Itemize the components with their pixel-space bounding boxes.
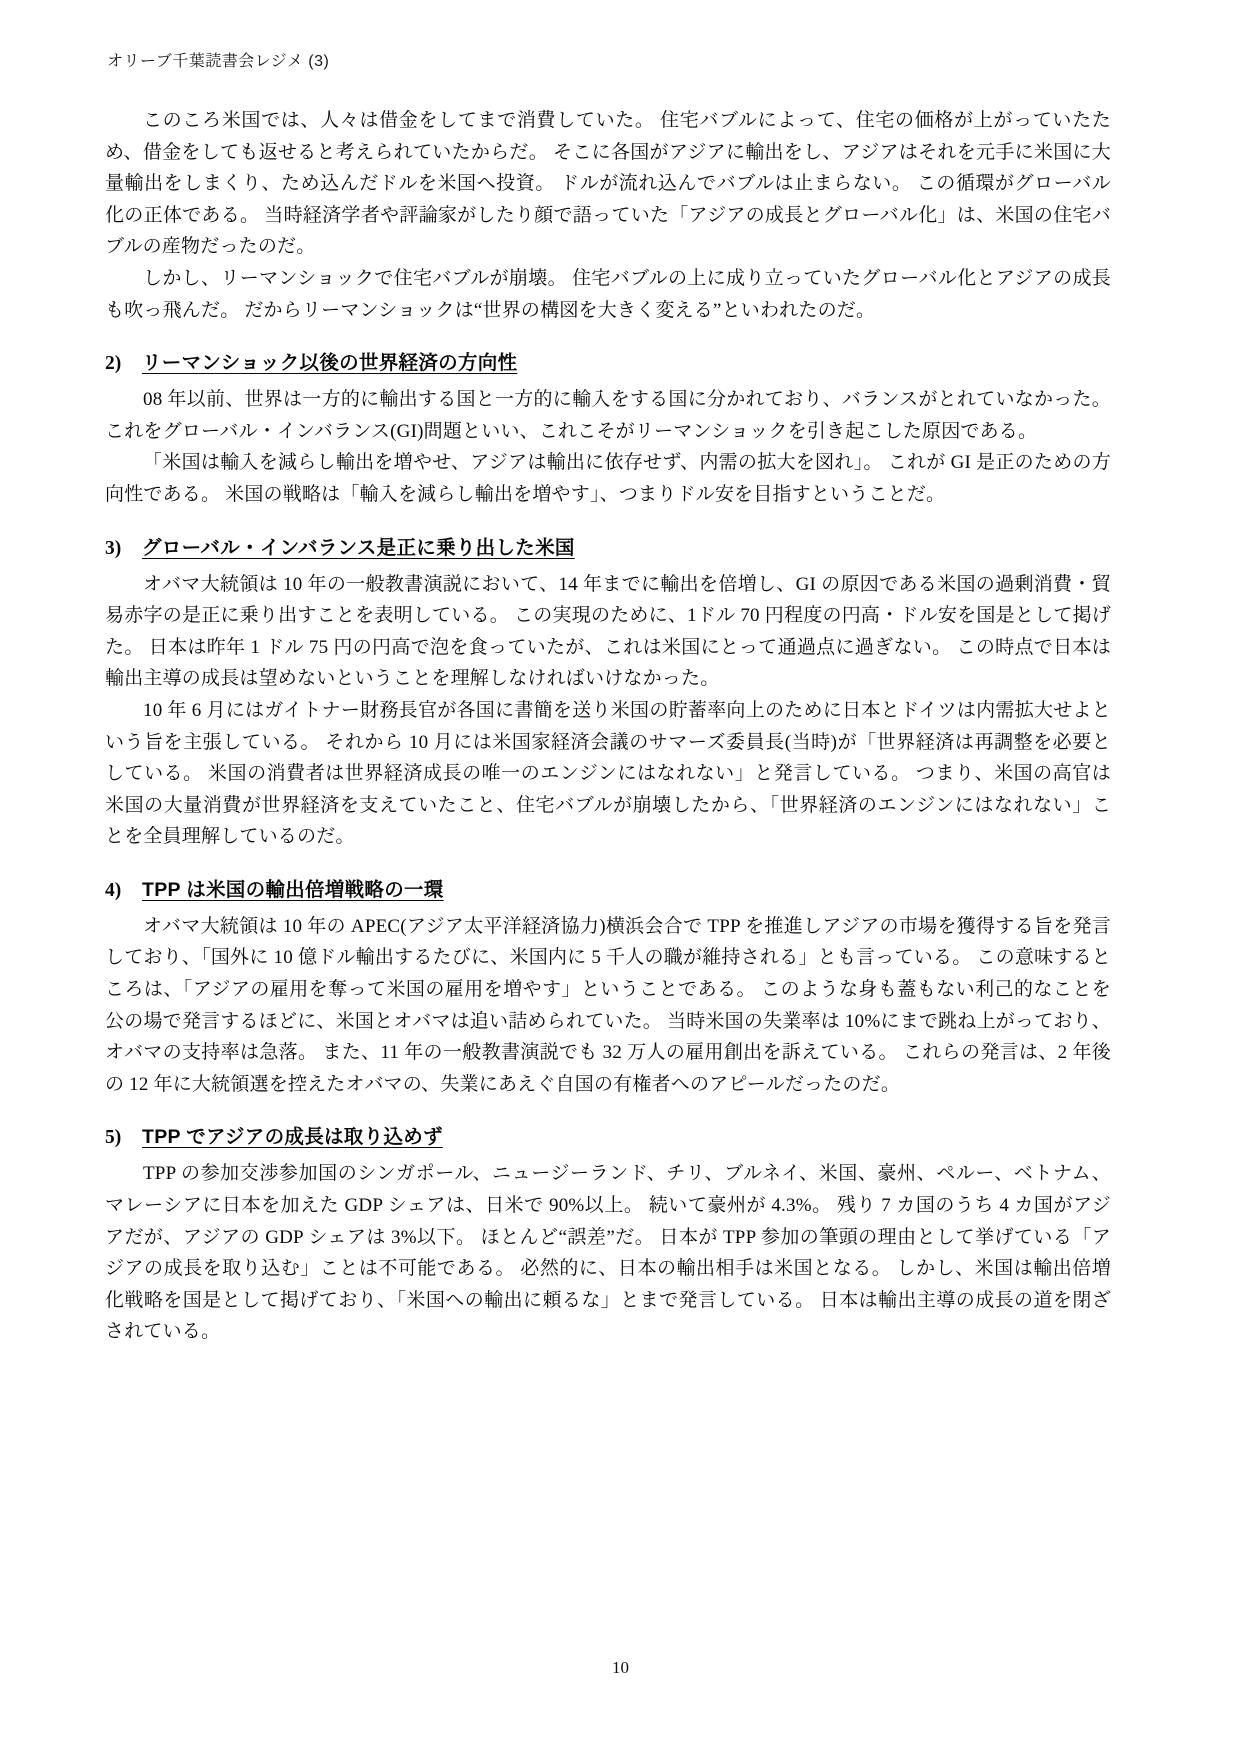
intro-paragraph: このころ米国では、人々は借金をしてまで消費していた。 住宅バブルによって、住宅の価格が上がっていたため、借金をしても返せると考えられていたからだ。 そこに各国がアジアに輸出をし、アジアはそれを元手に米国に大量輸出をしまくり、ため込んだドルを米国へ投資。 ドルが流れ込んでバブルは止まらない。 この循環がグローバル化の正体である。 当時経済学者や評論家がしたり顔で語っていた「アジアの成長とグローバル化」は、米国の住宅バブルの産物だったのだ。 [105, 110, 1111, 258]
section-title: グローバル・インバランス是正に乗り出した米国 [142, 536, 575, 559]
section-title: リーマンショック以後の世界経済の方向性 [142, 352, 518, 375]
section-paragraph: オバマ大統領は 10 年の APEC(アジア太平洋経済協力)横浜会合で TPP を推進しアジアの市場を獲得する旨を発言しており、「国外に 10 億ドル輸出するたびに、米国内に 5 千人の職が維持される」とも言っている。 この意味するところは、「アジアの雇用を奪って米国の雇用を増やす」ということである。 このような身も蓋もない利己的なことを公の場で発言するほどに、米国とオバマは追い詰められていた。 当時米国の失業率は 10%にまで跳ね上がっており、オバマの支持率は急落。 また、11 年の一般教書演説でも 32 万人の雇用創出を訴えている。 これらの発言は、2 年後の 12 年に大統領選を控えたオバマの、失業にあえぐ自国の有権者へのアピールだったのだ。 [105, 915, 1111, 1095]
doc-header: オリーブ千葉読書会レジメ (3) [107, 53, 330, 70]
section-number: 2) [105, 353, 122, 375]
section-paragraph: オバマ大統領は 10 年の一般教書演説において、14 年までに輸出を倍増し、GI の原因である米国の過剰消費・貿易赤字の是正に乗り出すことを表明している。 この実現のために、1ドル 70 円程度の円高・ドル安を国是として掲げた。 日本は昨年 1 ドル 75 円の円高で泡を食っていたが、これは米国にとって通過点に過ぎない。 この時点で日本は輸出主導の成長は望めないということを理解しなければいけなかった。 [105, 573, 1111, 690]
section-heading [105, 1121, 1111, 1149]
section-number: 3) [105, 537, 122, 559]
section-3 [105, 532, 1111, 853]
section-heading [105, 347, 1111, 375]
section-paragraph: 「米国は輸入を減らし輸出を増やせ、アジアは輸出に依存せず、内需の拡大を図れ」。 これが GI 是正のための方向性である。 米国の戦略は「輸入を減らし輸出を増やす」、つまりドル安を目指すということだ。 [105, 452, 1111, 505]
section-paragraph: 08 年以前、世界は一方的に輸出する国と一方的に輸入をする国に分かれており、バランスがとれていなかった。 これをグローバル・インバランス(GI)問題といい、これこそがリーマンショックを引き起こした原因である。 [105, 389, 1111, 442]
section-title: TPP は米国の輸出倍増戦略の一環 [142, 878, 444, 901]
section-heading [105, 874, 1111, 902]
section-5 [105, 1121, 1111, 1348]
section-4 [105, 874, 1111, 1101]
document-body [105, 105, 1111, 1348]
section-paragraph: 10 年 6 月にはガイトナー財務長官が各国に書簡を送り米国の貯蓄率向上のために日本とドイツは内需拡大せよという旨を主張している。 それから 10 月には米国家経済会議のサマーズ委員長(当時)が「世界経済は再調整を必要としている。 米国の消費者は世界経済成長の唯一のエンジンにはなれない」と発言している。 つまり、米国の高官は米国の大量消費が世界経済を支えていたこと、住宅バブルが崩壊したから、「世界経済のエンジンにはなれない」ことを全員理解しているのだ。 [105, 699, 1111, 848]
intro-paragraph: しかし、リーマンショックで住宅バブルが崩壊。 住宅バブルの上に成り立っていたグローバル化とアジアの成長も吹っ飛んだ。 だからリーマンショックは“世界の構図を大きく変える”といわれたのだ。 [105, 267, 1111, 321]
section-title: TPP でアジアの成長は取り込めず [142, 1126, 443, 1149]
page-number: 10 [612, 1658, 629, 1677]
section-number: 4) [105, 879, 122, 901]
section-number: 5) [105, 1127, 122, 1149]
section-2 [105, 347, 1111, 510]
section-heading [105, 532, 1111, 560]
section-paragraph: TPP の参加交渉参加国のシンガポール、ニュージーランド、チリ、ブルネイ、米国、豪州、ペルー、ベトナム、マレーシアに日本を加えた GDP シェアは、日米で 90%以上。 続いて豪州が 4.3%。 残り 7 カ国のうち 4 カ国がアジアだが、アジアの GDP シェアは 3%以下。 ほとんど“誤差”だ。 日本が TPP 参加の筆頭の理由として挙げている「アジアの成長を取り込む」ことは不可能である。 必然的に、日本の輸出相手は米国となる。 しかし、米国は輸出倍増化戦略を国是として掲げており、「米国への輸出に頼るな」とまで発言している。 日本は輸出主導の成長の道を閉ざされている。 [105, 1163, 1111, 1343]
